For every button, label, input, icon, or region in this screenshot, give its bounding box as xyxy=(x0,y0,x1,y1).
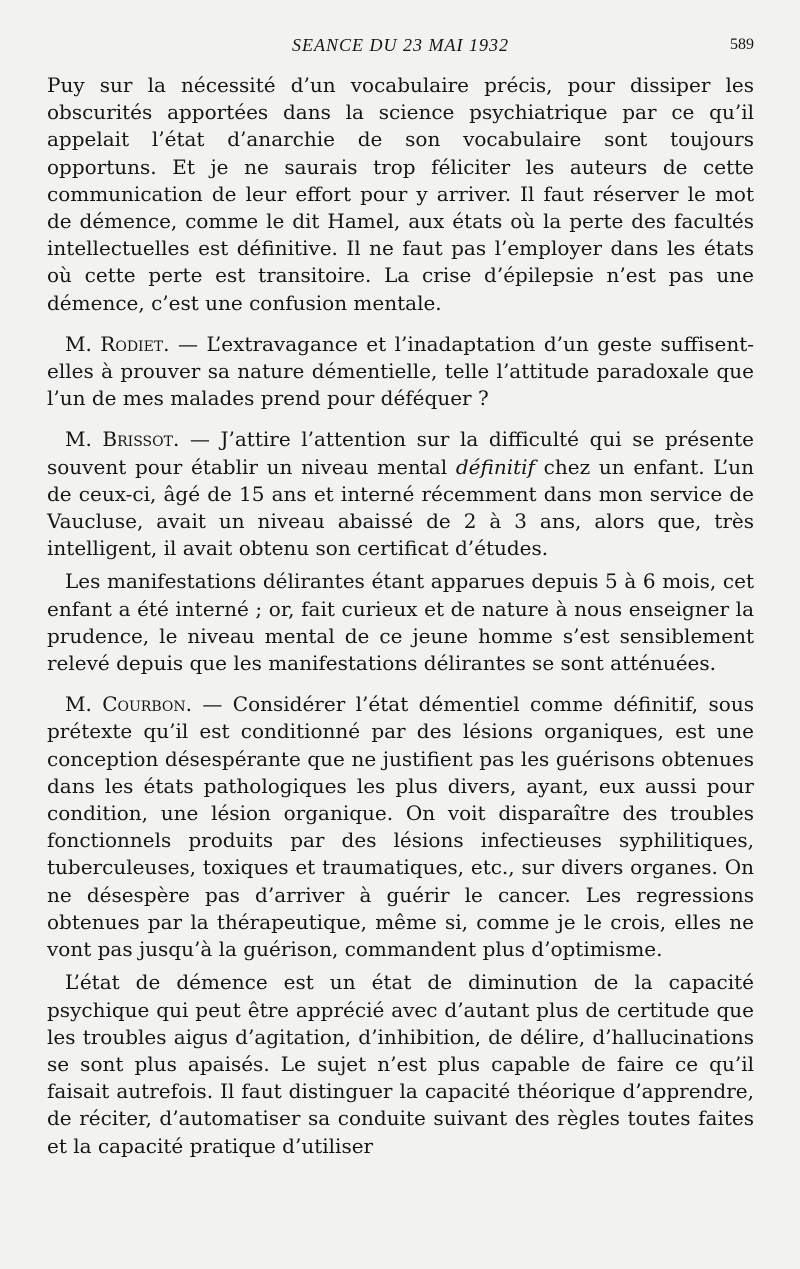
paragraph-text: — Considérer l’état démentiel comme définitif, sous prétexte qu’il est conditionné par des lésions organiques, est une conception désespérante que ne justifient pas les guérisons obtenues dans les états pathologiques les plus divers, ayant, eux aussi pour condition, une lésion organique. On voit disparaître des troubles fonctionnels produits par des lésions infectieuses syphilitiques, tuberculeuses, toxiques et traumatiques, etc., sur divers organes. On ne désespère pas d’arriver à guérir le cancer. Les regressions obtenues par la thérapeutique, même si, comme je le crois, elles ne vont pas jusqu’à la guérison, commandent plus d’optimisme. xyxy=(47,692,754,962)
paragraph-courbon-cont: L’état de démence est un état de diminution de la capacité psychique qui peut être apprécié avec d’autant plus de certitude que les troubles aigus d’agitation, d’inhibition, de délire, d’hallucinations se sont plus apaisés. Le sujet n’est plus capable de faire ce qu’il faisait autrefois. Il faut distinguer la capacité théorique d’apprendre, de réciter, d’automatiser sa conduite suivant des règles toutes faites et la capacité pratique d’utiliser xyxy=(47,970,754,1158)
paragraph-text: chez un enfant. L’un de ceux-ci, âgé de 15 ans et interné récemment dans mon service de Vaucluse, avait un niveau abaissé de 2 à 3 ans, alors que, très intelligent, il avait obtenu son certificat d’études. xyxy=(47,454,754,561)
speaker-name: M. Brissot. xyxy=(65,427,180,452)
paragraph-continuation: Puy sur la nécessité d’un vocabulaire précis, pour dissiper les obscurités apportées dans la science psychiatrique par ce qu’il appelait l’état d’anarchie de son vocabulaire sont toujours opportuns. Et je ne saurais trop féliciter les auteurs de cette communication de leur effort pour y arriver. Il faut réserver le mot de démence, comme le dit Hamel, aux états où la perte des facultés intellectuelles est définitive. Il ne faut pas l’employer dans les états où cette perte est transitoire. La crise d’épilepsie n’est pas une démence, c’est une confusion mentale. xyxy=(47,73,754,315)
speaker-name: M. Rodiet. xyxy=(65,331,170,356)
body-text xyxy=(47,72,754,1160)
emphasis-word: définitif xyxy=(455,454,535,479)
paragraph-brissot xyxy=(47,426,754,562)
running-header xyxy=(47,30,754,70)
paragraph-brissot-cont: Les manifestations délirantes étant apparues depuis 5 à 6 mois, cet enfant a été interné ; or, fait curieux et de nature à nous enseigner la prudence, le niveau mental de ce jeune homme s’est sensiblement relevé depuis que les manifestations délirantes se sont atténuées. xyxy=(47,569,754,676)
speaker-name: M. Courbon. xyxy=(65,692,192,717)
paragraph-rodiet xyxy=(47,331,754,413)
paragraph-text: — J’attire l’attention sur la difficulté qui se présente souvent pour établir un niveau mental xyxy=(47,427,755,479)
paragraph-text: — L’extravagance et l’inadaptation d’un geste suffisent-elles à prouver sa nature démentielle, telle l’attitude paradoxale que l’un de mes malades prend pour déféquer ? xyxy=(47,331,754,411)
running-title: SEANCE DU 23 MAI 1932 xyxy=(292,35,509,55)
paragraph-courbon xyxy=(47,691,754,963)
page-number: 589 xyxy=(730,36,754,53)
